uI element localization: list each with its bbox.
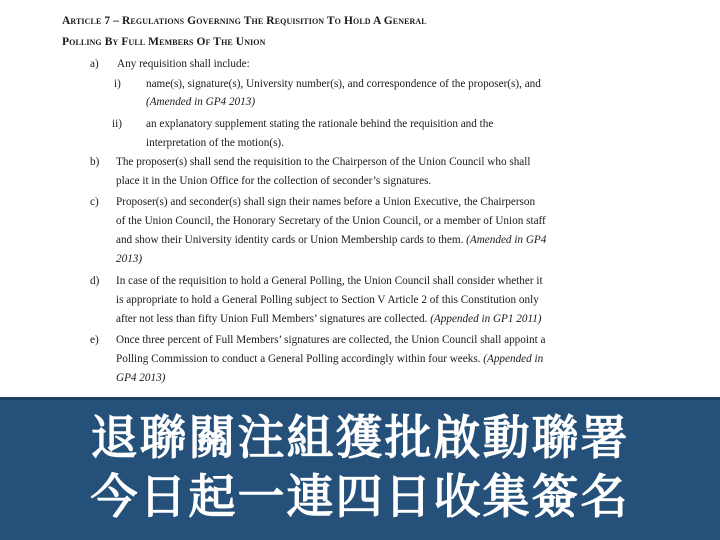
clause-a-i-line1: name(s), signature(s), University number(s), and correspondence of the proposer(s), and: [146, 78, 541, 90]
article-heading-line2: Polling By Full Members Of The Union: [62, 36, 266, 48]
clause-c-line2: of the Union Council, the Honorary Secretary of the Union Council, or a member of Union staff: [116, 215, 546, 227]
clause-a-text: Any requisition shall include:: [117, 58, 250, 70]
clause-c-line4: 2013): [116, 253, 143, 265]
clause-d-marker: d): [90, 275, 100, 287]
clause-a-ii-marker: ii): [112, 118, 122, 130]
clause-a-ii-line1: an explanatory supplement stating the rationale behind the requisition and the: [146, 118, 494, 130]
clause-d-line3: after not less than fifty Union Full Members’ signatures are collected. (Appended in GP1 2011): [116, 313, 542, 325]
headline-banner: [0, 397, 720, 540]
clause-b-line2: place it in the Union Office for the collection of seconder’s signatures.: [116, 175, 432, 187]
clause-c-line1: Proposer(s) and seconder(s) shall sign their names before a Union Executive, the Chairperson: [116, 196, 536, 208]
clause-e-marker: e): [90, 334, 99, 346]
clause-b-line1: The proposer(s) shall send the requisition to the Chairperson of the Union Council who shall: [116, 156, 531, 168]
headline-line1: 退聯關注組獲批啟動聯署: [90, 411, 630, 466]
article-heading-line1: Article 7 – Regulations Governing The Requisition To Hold A General: [62, 15, 427, 27]
clause-e-line1: Once three percent of Full Members’ signatures are collected, the Union Council shall appoint a: [116, 334, 546, 346]
clause-d-line1: In case of the requisition to hold a General Polling, the Union Council shall consider whether it: [116, 275, 543, 287]
clause-b-marker: b): [90, 156, 100, 168]
clause-d-line2: is appropriate to hold a General Polling subject to Section V Article 2 of this Constitution only: [116, 294, 539, 306]
clause-a-marker: a): [90, 58, 99, 70]
clause-e-line3: GP4 2013): [116, 372, 166, 384]
clause-c-line3: and show their University identity cards or Union Membership cards to them. (Amended in GP4: [116, 234, 547, 246]
clause-a-ii-line2: interpretation of the motion(s).: [146, 137, 284, 149]
clause-e-line2: Polling Commission to conduct a General Polling accordingly within four weeks. (Appended in: [116, 353, 544, 365]
clause-c-marker: c): [90, 196, 99, 208]
clause-a-i-line2: (Amended in GP4 2013): [146, 96, 256, 108]
clause-a-i-marker: i): [114, 78, 121, 90]
headline-line2: 今日起一連四日收集簽名: [90, 470, 630, 525]
